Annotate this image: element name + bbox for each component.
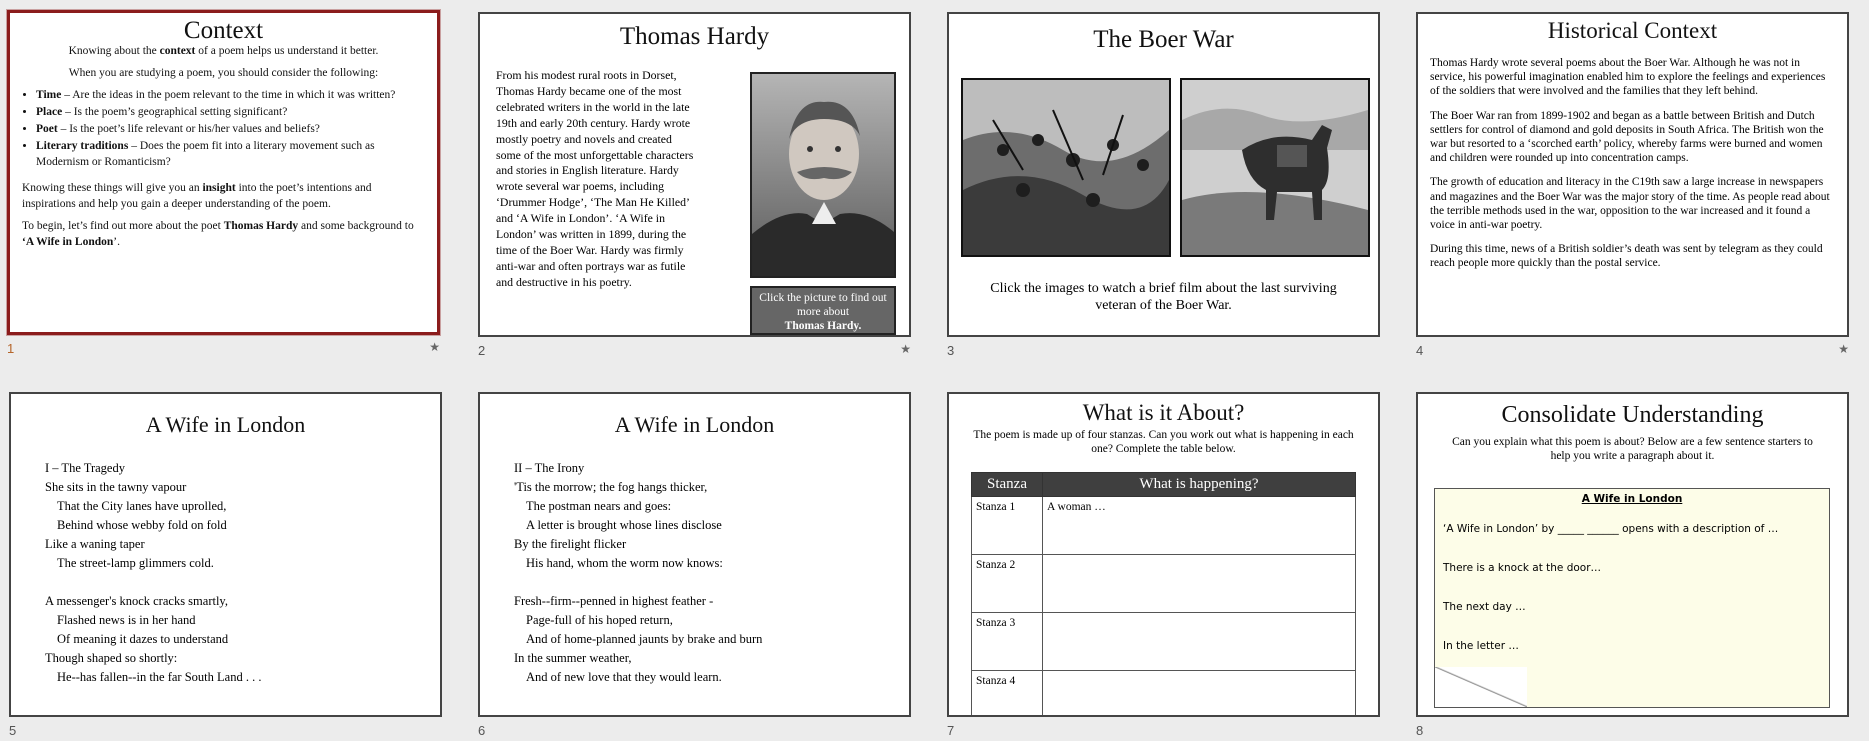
poem-line: In the summer weather, — [514, 651, 632, 665]
slide-title: The Boer War — [1093, 26, 1234, 53]
intro-text: Knowing about the context of a poem helps us understand it better. — [68, 45, 379, 57]
table-row — [972, 613, 1356, 671]
table-row — [972, 671, 1356, 718]
slide-2[interactable] — [478, 12, 911, 337]
slide-3[interactable] — [947, 12, 1380, 337]
paragraph: The growth of education and literacy in the C19th saw a large increase in newspapers and magazines and the Boer War was the major story of the time. As people read about the terrible methods used in the war, opposition to the war increased and it found a voice in anti-war poetry. — [1430, 176, 1830, 232]
poem-line: A messenger's knock cracks smartly, — [45, 594, 228, 608]
paragraph: During this time, news of a British soldier’s death was sent by telegram as they could reach people more quickly than the postal service. — [1430, 243, 1823, 270]
bullet-poet: • Poet – Is the poet’s life relevant or his/her values and beliefs? — [36, 121, 425, 137]
slide-title: Consolidate Understanding — [1501, 402, 1764, 428]
horse-scene-image[interactable] — [1180, 78, 1370, 257]
slide-number: 6 — [478, 723, 486, 738]
slide-8[interactable] — [1416, 392, 1849, 717]
poem-line: 'Tis the morrow; the fog hangs thicker, — [514, 480, 708, 494]
poem-line: II – The Irony — [514, 461, 585, 475]
slide-number: 3 — [947, 343, 955, 358]
slide-thumbnail-2[interactable] — [478, 12, 911, 359]
paragraph: The Boer War ran from 1899-1902 and began as a battle between British and Dutch settlers for control of diamond and gold deposits in South Africa. The British won the war but resorted to a ‘scorched earth’ policy, whereby farms were burned and women and children were rounded up into concentration camps. — [1430, 109, 1824, 165]
sentence-starter: There is a knock at the door… — [1443, 562, 1602, 574]
sentence-starter-note — [1434, 488, 1830, 708]
poem-line — [45, 573, 261, 592]
sentence-starter: In the letter … — [1443, 640, 1519, 652]
slide-thumbnail-1[interactable] — [7, 10, 440, 357]
poem-line: Page-full of his hoped return, — [526, 613, 673, 627]
insight-paragraph: Knowing these things will give you an insight into the poet’s intentions and inspirations and help you gain a deeper understanding of the poem. — [22, 182, 372, 210]
thomas-hardy-portrait[interactable] — [750, 72, 896, 278]
poem-line: Flashed news is in her hand — [57, 613, 196, 627]
stanza-label: Stanza 2 — [972, 555, 1043, 613]
poem-stanzas — [45, 459, 261, 687]
slide-thumbnail-6[interactable] — [478, 392, 911, 739]
animation-star-icon: ★ — [429, 340, 440, 354]
begin-paragraph: To begin, let’s find out more about the poet Thomas Hardy and some background to ‘A Wife in London’. — [22, 220, 414, 248]
intro-text-2: When you are studying a poem, you should consider the following: — [68, 67, 379, 79]
slide-1[interactable] — [7, 10, 440, 335]
stanza-answer — [1043, 613, 1356, 671]
biography-text: From his modest rural roots in Dorset, Thomas Hardy became one of the most celebrated writers in the world in the late 19th and early 20th century. Hardy wrote mostly poetry and novels and created some of the most unforgettable characters and stories in English literature. Hardy wrote several war poems, including ‘Drummer Hodge’, ‘The Man He Killed’ and ‘A Wife in London’. ‘A Wife in London’ was written in 1899, during the time of the Boer War. Hardy was firmly anti-war and often portrays war as futile and destructive in his poetry. — [496, 68, 694, 289]
bullet-time: • Time – Are the ideas in the poem relevant to the time in which it was written? — [36, 87, 425, 103]
bullet-place: • Place – Is the poem’s geographical setting significant? — [36, 104, 425, 120]
slide-title: Thomas Hardy — [619, 23, 770, 50]
instructions-text: The poem is made up of four stanzas. Can you work out what is happening in each one? Complete the table below. — [973, 429, 1354, 455]
slide-title: Historical Context — [1547, 18, 1718, 43]
slide-title: A Wife in London — [145, 412, 306, 437]
slide-number: 5 — [9, 723, 17, 738]
column-header: What is happening? — [1043, 473, 1356, 497]
poem-line: He--has fallen--in the far South Land . . . — [57, 670, 262, 684]
slide-thumbnail-5[interactable] — [9, 392, 442, 739]
slide-title: What is it About? — [1082, 400, 1245, 425]
stanza-answer — [1043, 555, 1356, 613]
poem-line: Fresh--firm--penned in highest feather - — [514, 594, 714, 608]
poem-line: Behind whose webby fold on fold — [57, 518, 227, 532]
slide-title: Context — [183, 17, 264, 44]
battle-scene-image[interactable] — [961, 78, 1171, 257]
animation-star-icon: ★ — [1838, 342, 1849, 356]
poem-line: And of new love that they would learn. — [526, 670, 722, 684]
instructions-text: Can you explain what this poem is about? Below are a few sentence starters to help you write a paragraph about it. — [1452, 436, 1813, 462]
sentence-starter: The next day … — [1443, 601, 1526, 613]
slide-number: 1 — [7, 341, 15, 356]
historical-text — [1430, 56, 1835, 281]
slide-4[interactable] — [1416, 12, 1849, 337]
slide-number: 7 — [947, 723, 955, 738]
slide-thumbnail-8[interactable] — [1416, 392, 1849, 739]
poem-line: I – The Tragedy — [45, 461, 125, 475]
poem-line: The street-lamp glimmers cold. — [57, 556, 214, 570]
poem-line: By the firelight flicker — [514, 537, 627, 551]
stanza-label: Stanza 1 — [972, 497, 1043, 555]
slide-title: A Wife in London — [614, 412, 775, 437]
table-row — [972, 497, 1356, 555]
stanza-answer — [1043, 671, 1356, 718]
slide-thumbnail-4[interactable] — [1416, 12, 1849, 359]
slide-thumbnail-7[interactable] — [947, 392, 1380, 739]
page-curl-decoration — [1435, 667, 1527, 707]
poem-line: And of home-planned jaunts by brake and burn — [526, 632, 763, 646]
sentence-starter: ‘A Wife in London’ by _____ ______ opens with a description of … — [1443, 523, 1779, 535]
slide-thumbnail-3[interactable] — [947, 12, 1380, 359]
poem-line — [514, 573, 762, 592]
poem-stanzas — [514, 459, 762, 687]
poem-line: She sits in the tawny vapour — [45, 480, 187, 494]
poem-line: That the City lanes have uprolled, — [57, 499, 227, 513]
table-row — [972, 555, 1356, 613]
stanza-label: Stanza 4 — [972, 671, 1043, 718]
slide-number: 4 — [1416, 343, 1424, 358]
slide-6[interactable] — [478, 392, 911, 717]
poem-line: A letter is brought whose lines disclose — [526, 518, 722, 532]
poem-line: Though shaped so shortly: — [45, 651, 178, 665]
stanza-label: Stanza 3 — [972, 613, 1043, 671]
poem-line: The postman nears and goes: — [526, 499, 672, 513]
slide-5[interactable] — [9, 392, 442, 717]
poem-line: His hand, whom the worm now knows: — [526, 556, 723, 570]
note-title: A Wife in London — [1581, 493, 1683, 505]
poem-line: Like a waning taper — [45, 537, 145, 551]
slide-number: 8 — [1416, 723, 1424, 738]
stanza-answer: A woman … — [1043, 497, 1356, 555]
portrait-caption-link[interactable]: Click the picture to find out more about Thomas Hardy. — [750, 286, 896, 335]
video-caption: Click the images to watch a brief film about the last surviving veteran of the Boer War. — [990, 281, 1337, 313]
poem-line: Of meaning it dazes to understand — [57, 632, 229, 646]
context-bullet-list — [10, 87, 437, 170]
bullet-literary-traditions: • Literary traditions – Does the poem fit into a literary movement such as Modernism or Romanticism? — [36, 138, 425, 170]
animation-star-icon: ★ — [900, 342, 911, 356]
paragraph: Thomas Hardy wrote several poems about the Boer War. Although he was not in service, his powerful imagination enabled him to explore the feelings and experiences of the soldiers that were involved and the families that they left behind. — [1430, 57, 1826, 98]
stanza-table — [971, 472, 1356, 717]
slide-number: 2 — [478, 343, 486, 358]
column-header: Stanza — [972, 473, 1043, 497]
slide-7[interactable] — [947, 392, 1380, 717]
